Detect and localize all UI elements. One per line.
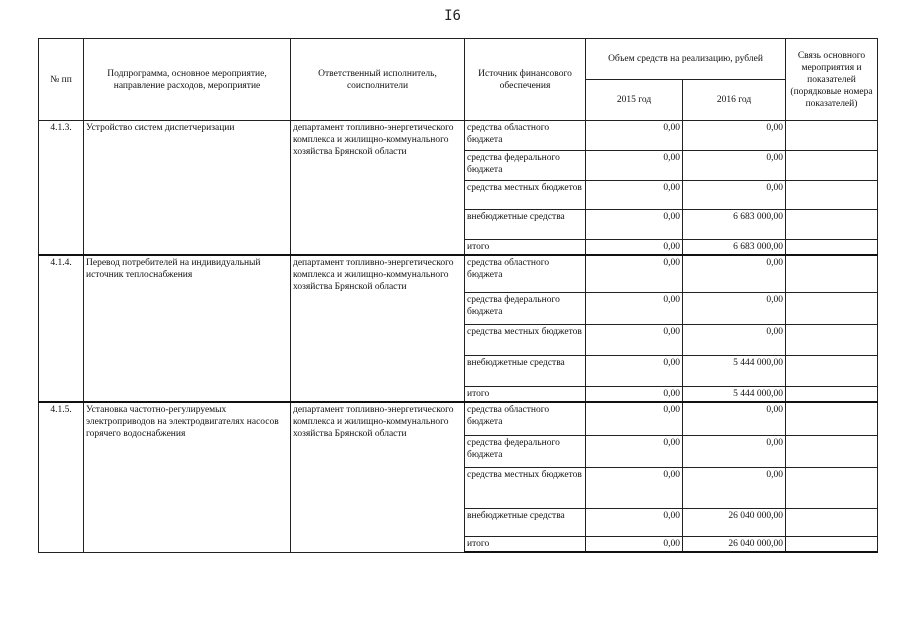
row-number: 4.1.4.	[39, 255, 84, 402]
value-2016: 0,00	[683, 292, 786, 324]
value-2016: 5 444 000,00	[683, 355, 786, 386]
row-executor: департамент топливно-энергетического комплекса и жилищно-коммунального хозяйства Брянской области	[291, 255, 465, 402]
row-executor: департамент топливно-энергетического комплекса и жилищно-коммунального хозяйства Брянской области	[291, 402, 465, 553]
row-measure-name: Устройство систем диспетчеризации	[84, 121, 291, 256]
total-2016: 5 444 000,00	[683, 386, 786, 402]
source-label: средства областного бюджета	[465, 121, 586, 151]
indicator-link-cell	[786, 468, 878, 509]
header-executor: Ответственный исполнитель, соисполнители	[291, 39, 465, 121]
budget-table	[38, 38, 878, 553]
value-2016: 6 683 000,00	[683, 210, 786, 240]
value-2016: 0,00	[683, 151, 786, 181]
source-label: внебюджетные средства	[465, 355, 586, 386]
indicator-link-cell	[786, 181, 878, 210]
total-label: итого	[465, 386, 586, 402]
header-num: № пп	[39, 39, 84, 121]
source-label: средства местных бюджетов	[465, 468, 586, 509]
value-2015: 0,00	[586, 402, 683, 436]
row-number: 4.1.3.	[39, 121, 84, 256]
value-2015: 0,00	[586, 509, 683, 537]
table-row	[39, 121, 878, 151]
value-2015: 0,00	[586, 151, 683, 181]
source-label: внебюджетные средства	[465, 509, 586, 537]
row-number: 4.1.5.	[39, 402, 84, 553]
indicator-link-cell	[786, 292, 878, 324]
indicator-link-cell	[786, 240, 878, 256]
table-row	[39, 402, 878, 436]
indicator-link-cell	[786, 509, 878, 537]
value-2015: 0,00	[586, 121, 683, 151]
total-2015: 0,00	[586, 537, 683, 553]
value-2015: 0,00	[586, 468, 683, 509]
total-label: итого	[465, 240, 586, 256]
value-2015: 0,00	[586, 436, 683, 468]
page-number: I6	[444, 8, 461, 24]
value-2015: 0,00	[586, 255, 683, 292]
total-2016: 26 040 000,00	[683, 537, 786, 553]
value-2016: 0,00	[683, 436, 786, 468]
total-2015: 0,00	[586, 386, 683, 402]
value-2016: 0,00	[683, 255, 786, 292]
value-2016: 0,00	[683, 324, 786, 355]
indicator-link-cell	[786, 402, 878, 436]
value-2015: 0,00	[586, 210, 683, 240]
source-label: средства федерального бюджета	[465, 436, 586, 468]
indicator-link-cell	[786, 210, 878, 240]
value-2016: 0,00	[683, 121, 786, 151]
row-measure-name: Установка частотно-регулируемых электроприводов на электродвигателях насосов горячего водоснабжения	[84, 402, 291, 553]
value-2016: 0,00	[683, 468, 786, 509]
source-label: средства федерального бюджета	[465, 292, 586, 324]
indicator-link-cell	[786, 121, 878, 151]
value-2015: 0,00	[586, 324, 683, 355]
table-row	[39, 255, 878, 292]
total-label: итого	[465, 537, 586, 553]
header-program: Подпрограмма, основное мероприятие, направление расходов, мероприятие	[84, 39, 291, 121]
source-label: внебюджетные средства	[465, 210, 586, 240]
header-source: Источник финансового обеспечения	[465, 39, 586, 121]
source-label: средства федерального бюджета	[465, 151, 586, 181]
indicator-link-cell	[786, 537, 878, 553]
indicator-link-cell	[786, 255, 878, 292]
value-2015: 0,00	[586, 292, 683, 324]
indicator-link-cell	[786, 436, 878, 468]
row-measure-name: Перевод потребителей на индивидуальный источник теплоснабжения	[84, 255, 291, 402]
value-2016: 0,00	[683, 181, 786, 210]
value-2016: 26 040 000,00	[683, 509, 786, 537]
indicator-link-cell	[786, 324, 878, 355]
header-year-2015: 2015 год	[586, 80, 683, 121]
row-executor: департамент топливно-энергетического комплекса и жилищно-коммунального хозяйства Брянской области	[291, 121, 465, 256]
source-label: средства местных бюджетов	[465, 181, 586, 210]
indicator-link-cell	[786, 151, 878, 181]
source-label: средства областного бюджета	[465, 402, 586, 436]
value-2015: 0,00	[586, 181, 683, 210]
value-2016: 0,00	[683, 402, 786, 436]
header-amount: Объем средств на реализацию, рублей	[586, 39, 786, 80]
source-label: средства местных бюджетов	[465, 324, 586, 355]
indicator-link-cell	[786, 355, 878, 386]
indicator-link-cell	[786, 386, 878, 402]
source-label: средства областного бюджета	[465, 255, 586, 292]
value-2015: 0,00	[586, 355, 683, 386]
total-2016: 6 683 000,00	[683, 240, 786, 256]
total-2015: 0,00	[586, 240, 683, 256]
header-year-2016: 2016 год	[683, 80, 786, 121]
header-link: Связь основного мероприятия и показателей (порядковые номера показателей)	[786, 39, 878, 121]
table-body	[39, 121, 878, 553]
